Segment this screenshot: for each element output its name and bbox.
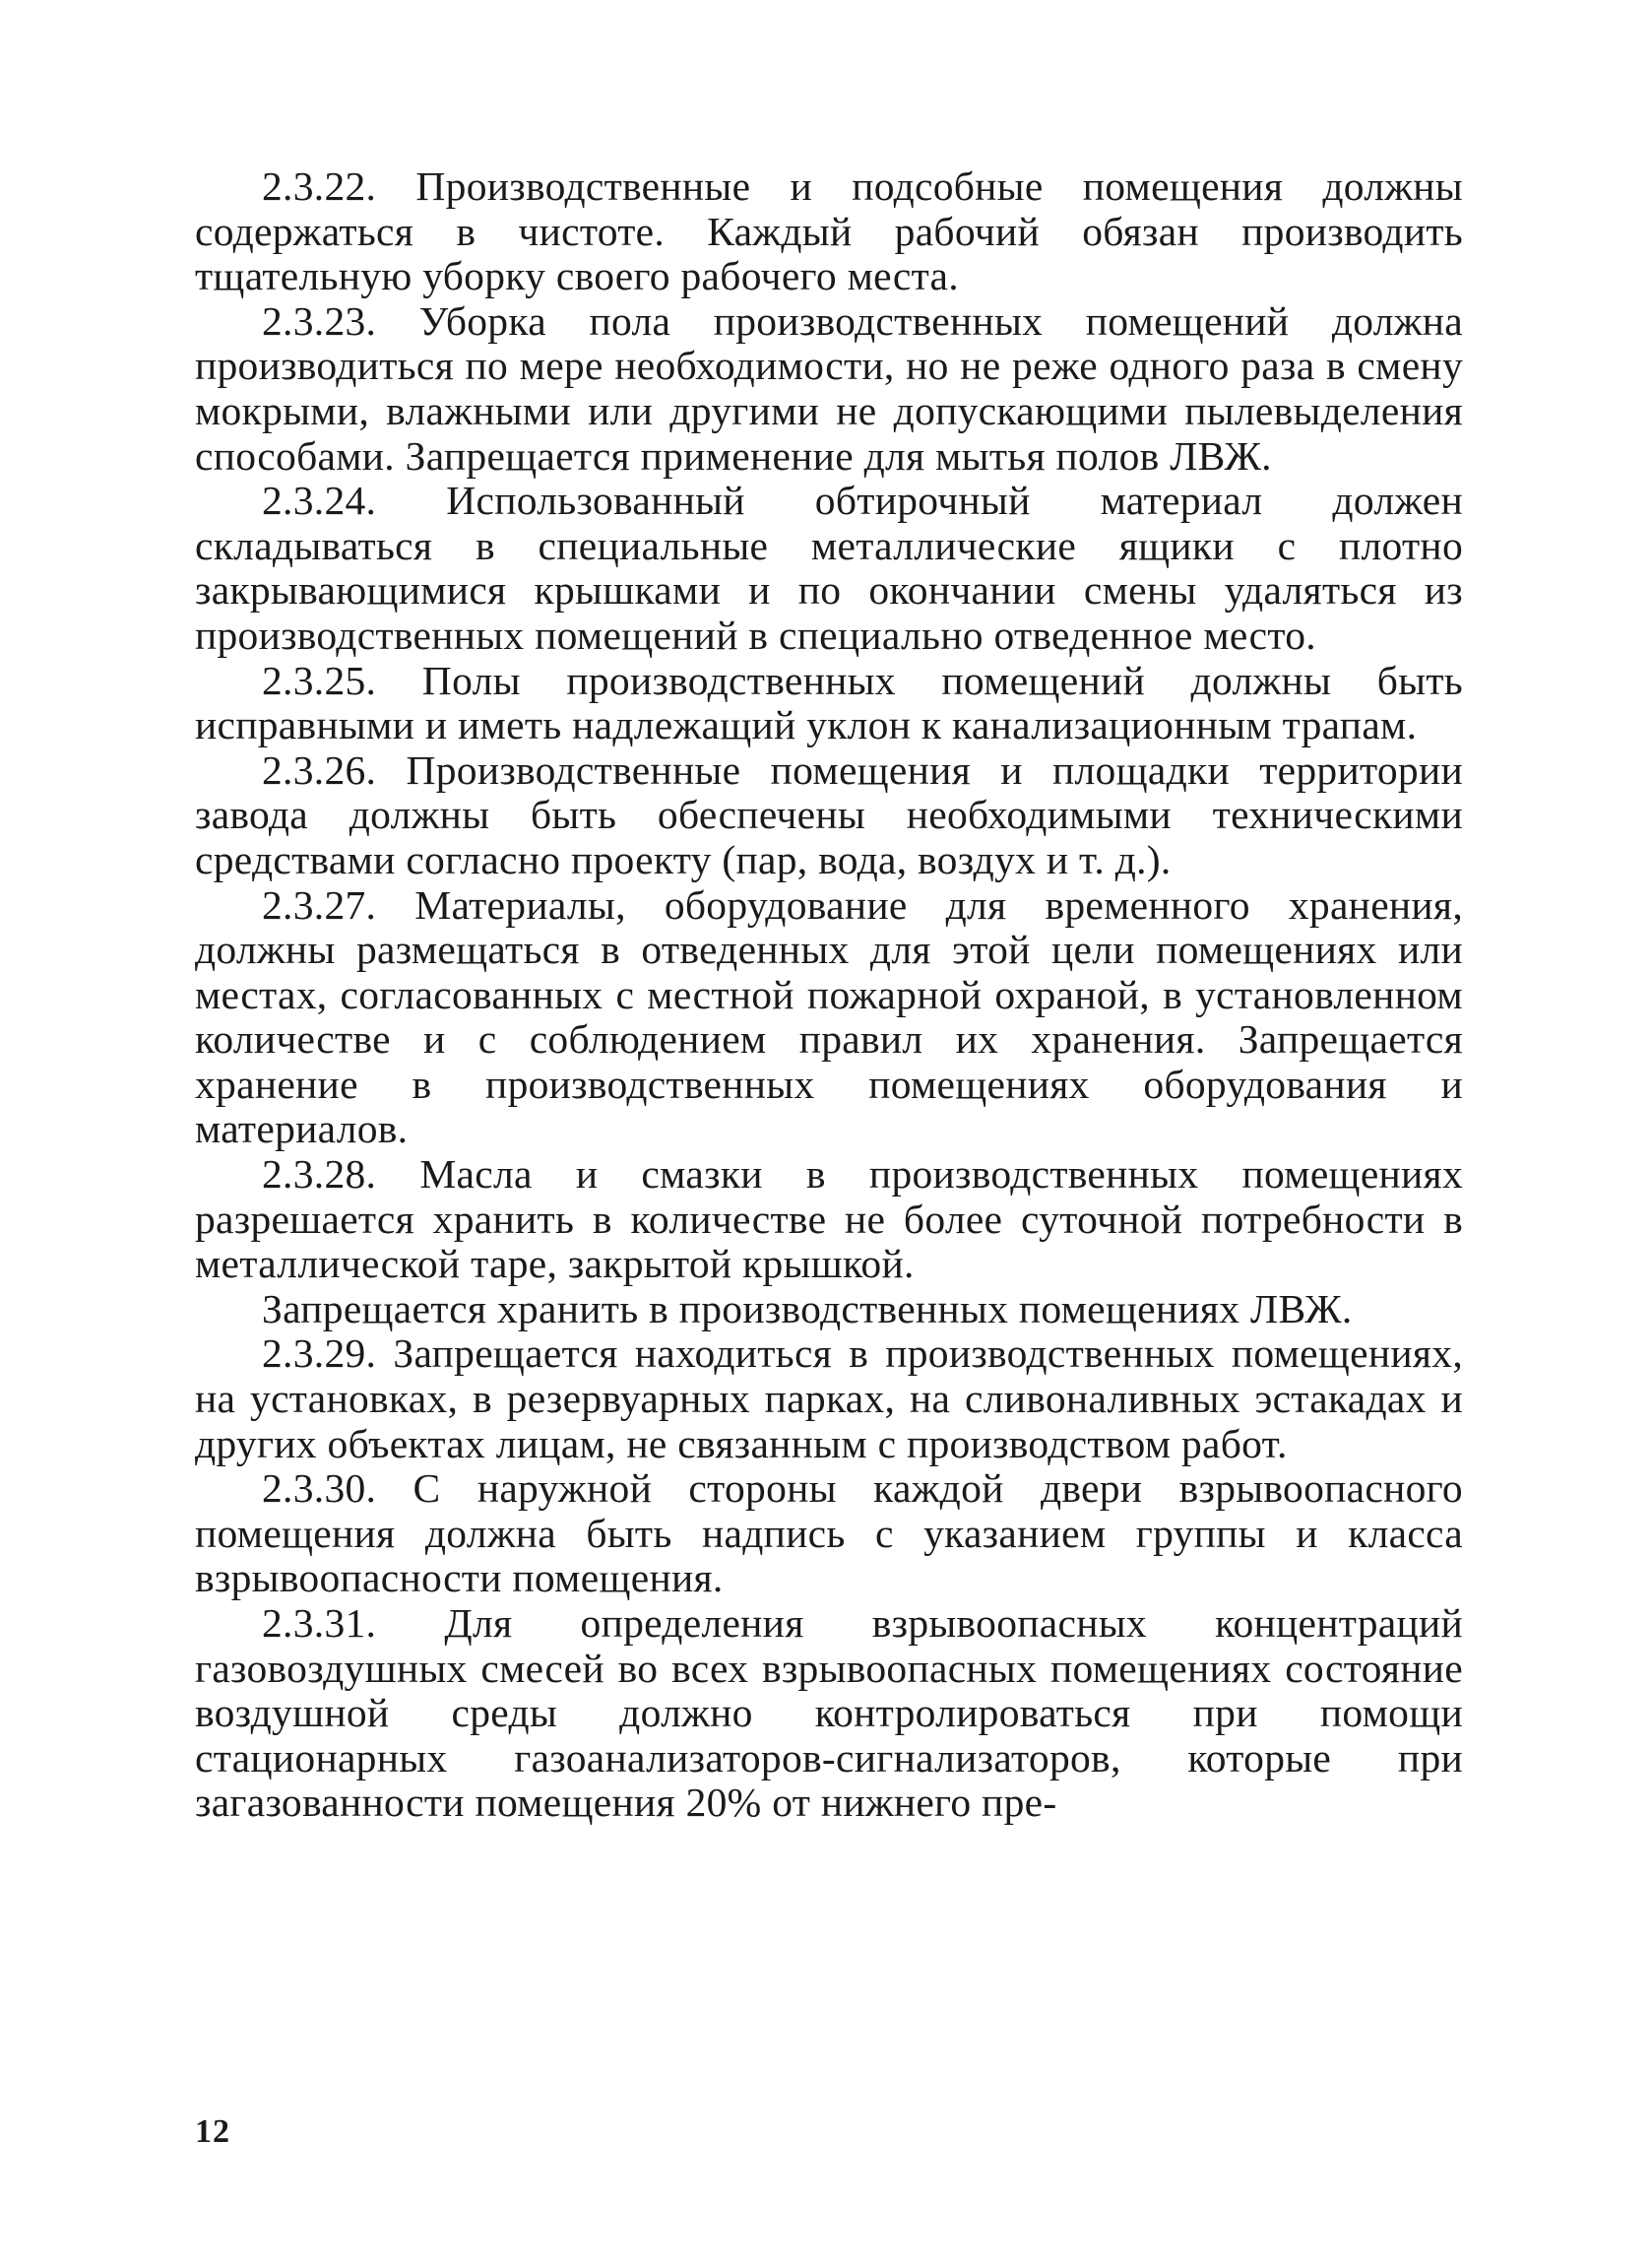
paragraph-2-3-30: 2.3.30. С наружной стороны каждой двери взрывоопасного помещения должна быть надпись с указанием группы и класса взрывоопасности помещения. [195, 1465, 1463, 1601]
paragraph-2-3-28: 2.3.28. Масла и смазки в производственных помещениях разрешается хранить в количестве не более суточной потребности в металлической таре, закрытой крышкой. [195, 1151, 1463, 1287]
paragraph-2-3-24: 2.3.24. Использованный обтирочный материал должен складываться в специальные металлические ящики с плотно закрывающимися крышками и по окончании смены удаляться из производственных помещений в специально отведенное место. [195, 478, 1463, 658]
paragraph-2-3-26: 2.3.26. Производственные помещения и площадки территории завода должны быть обеспечены необходимыми техническими средствами согласно проекту (пар, вода, воздух и т. д.). [195, 746, 1463, 882]
body-text [195, 164, 1463, 1826]
paragraph-2-3-31: 2.3.31. Для определения взрывоопасных концентраций газовоздушных смесей во всех взрывоопасных помещениях состояние воздушной среды должно контролироваться при помощи стационарных газоанализаторов-сигнализаторов, которые при загазованности помещения 20% от нижнего пре- [195, 1600, 1463, 1826]
paragraph-2-3-25: 2.3.25. Полы производственных помещений должны быть исправными и иметь надлежащий уклон к канализационным трапам. [195, 657, 1463, 748]
paragraph-2-3-29: 2.3.29. Запрещается находиться в производственных помещениях, на установках, в резервуарных парках, на сливоналивных эстакадах и других объектах лицам, не связанным с производством работ. [195, 1330, 1463, 1466]
page-number: 12 [195, 2113, 230, 2150]
paragraph-2-3-28-note: Запрещается хранить в производственных помещениях ЛВЖ. [262, 1285, 1353, 1331]
paragraph-2-3-23: 2.3.23. Уборка пола производственных помещений должна производиться по мере необходимости, но не реже одного раза в смену мокрыми, влажными или другими не допускающими пылевыделения способами. Запрещается применение для мытья полов ЛВЖ. [195, 297, 1463, 479]
paragraph-2-3-22: 2.3.22. Производственные и подсобные помещения должны содержаться в чистоте. Каждый рабочий обязан производить тщательную уборку своего рабочего места. [195, 163, 1463, 299]
paragraph-2-3-27: 2.3.27. Материалы, оборудование для временного хранения, должны размещаться в отведенных для этой цели помещениях или местах, согласованных с местной пожарной охраной, в установленном количестве и с соблюдением правил их хранения. Запрещается хранение в производственных помещениях оборудования и материалов. [195, 881, 1463, 1152]
